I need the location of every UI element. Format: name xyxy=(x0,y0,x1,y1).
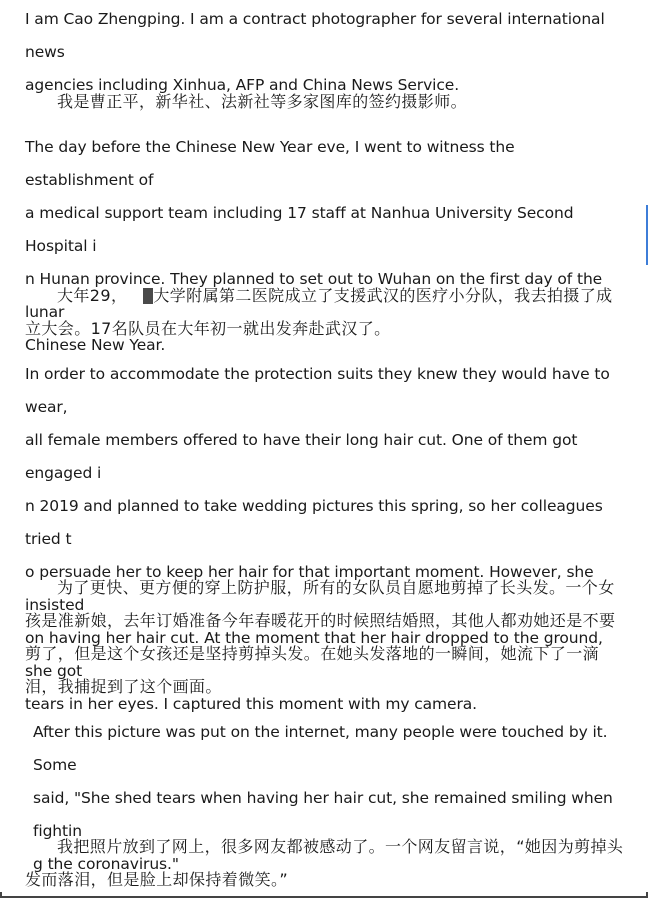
page-corner-tick-left xyxy=(0,892,2,898)
paragraph-2-chinese-prefix: 大年29， xyxy=(57,286,128,305)
paragraph-4-chinese: 我把照片放到了网上，很多网友都被感动了。一个网友留言说，“她因为剪掉头发而落泪，但是脸上却保持着微笑。” xyxy=(25,837,624,889)
redaction-mark xyxy=(143,288,153,304)
paragraph-3-chinese: 为了更快、更方便的穿上防护服，所有的女队员自愿地剪掉了长头发。一个女孩是准新娘，去年订婚准备今年春暖花开的时候照结婚照，其他人都劝她还是不要剪了，但是这个女孩还是坚持剪掉头发。在她头发落地的一瞬间，她流下了一滴泪，我捕捉到了这个画面。 xyxy=(25,578,616,696)
paragraph-1-english: I am Cao Zhengping. I am a contract photographer for several international news agencies including Xinhua, AFP and China News Service. xyxy=(25,10,605,94)
paragraph-4-english: After this picture was put on the internet, many people were touched by it. Some said, "She shed tears when having her hair cut, she remained smiling when fightin g the coronavirus." xyxy=(33,723,613,873)
paragraph-3-english: In order to accommodate the protection suits they knew they would have to wear, all female members offered to have their long hair cut. One of them got engaged i n 2019 and planned to take wedding pictures this spring, so her colleagues tried t o persuade her to keep her hair for that important moment. However, she insisted on having her hair cut. At the moment that her hair dropped to the ground, she got tears in her eyes. I captured this moment with my camera. xyxy=(25,365,610,713)
paragraph-1-chinese: 我是曹正平，新华社、法新社等多家图库的签约摄影师。 xyxy=(57,92,468,111)
paragraph-2-chinese xyxy=(25,279,625,345)
paragraph-2-chinese-rest: 大学附属第二医院成立了支援武汉的医疗小分队，我去拍摄了成立大会。17名队员在大年初一就出发奔赴武汉了。 xyxy=(25,286,613,338)
paragraph-2-english: The day before the Chinese New Year eve, I went to witness the establishment of a medical support team including 17 staff at Nanhua University Second Hospital i n Hunan province. They planned to set out to Wuhan on the first day of the lunar Chinese New Year. xyxy=(25,138,603,354)
